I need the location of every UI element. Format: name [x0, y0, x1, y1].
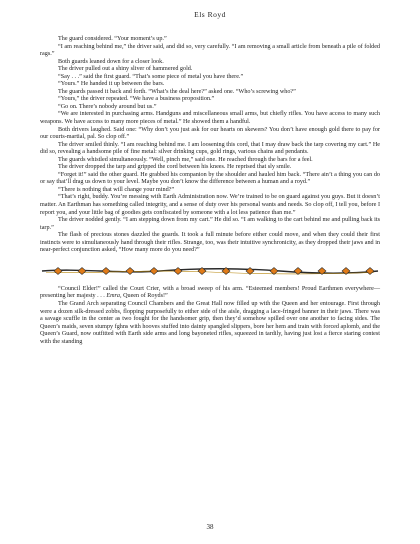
rule-diamond	[78, 267, 86, 274]
paragraph: “There is nothing that will change your mind?”	[58, 186, 175, 193]
body-text	[40, 36, 380, 346]
paragraph: Both drivers laughed. Said one: “Why don’t you just ask for our hearts on skewers? You don’t have enough gold there to pay for our courts-martial, pal. So clop off.”	[40, 126, 380, 141]
paragraph-text: “Council Elder!” called the Court Crier, with a broad sweep of his arm. “Esteemed members! Proud Earthmen everywhere—presenting her majesty . . .	[40, 285, 380, 300]
page-number: 38	[206, 523, 214, 531]
ornamental-rule-icon	[40, 264, 380, 278]
paragraph-text: The Grand Arch separating Council Chambers and the Great Hall now filled up with the Queen and her entourage. First through were a dozen silk-dressed zobbs, flopping purposefully to either side of the aisle, dragging a lace-fringed banner in their jaws. There was a savage scuffle in the center as two fought for the handsomer grip, then they’d somehow spilled over one another to facing sides. The Queen’s maids, seven stumpy fghns with hooves stuffed into dainty spangled slippers, bore her hem and train with forced aplomb, and the Queen’s Guard, now outfitted with Earth side arms and long bayoneted rifles, squeezed in tardily, having just lost a fierce staring contest with the standing	[40, 300, 380, 345]
rule-diamond	[270, 267, 278, 274]
paragraph: The driver dropped the tarp and gripped the cord between his knees. He reprised that sly smile.	[58, 164, 292, 171]
running-head: Els Royd	[194, 10, 226, 19]
paragraph: “Say . . .” said the first guard. “That’s some piece of metal you have there.”	[58, 73, 244, 80]
rule-diamond	[102, 267, 110, 274]
paragraph: The flash of precious stones dazzled the guards. It took a full minute before either could move, and when they could their first instincts were to simultaneously hand through their rifles. Strange, too, was their intuitive synchronicity, as they dropped their jaws and in near-perfect conjunction asked, “How many more do you need?”	[40, 232, 380, 254]
rule-diamond	[294, 267, 302, 274]
paragraph: “Go on. There’s nobody around but us.”	[58, 103, 157, 110]
section-one	[40, 36, 380, 255]
paragraph: The guards passed it back and forth. “What’s the deal here?” asked one. “Who’s screwing who?”	[58, 88, 296, 95]
paragraph: The driver smiled thinly. “I am reaching behind me. I am loosening this cord, that I may draw back the tarp covering my cart.” He did so, revealing a handsome pile of fine metal: silver drinking cups, gold rings, various chains and pendants.	[40, 141, 380, 156]
rule-diamond	[150, 267, 158, 274]
rule-diamond	[54, 267, 62, 274]
section-two	[40, 286, 380, 346]
paragraph: “I am reaching behind me,” the driver said, and did so, very carefully. “I am removing a small article from beneath a pile of folded rags.”	[40, 43, 380, 58]
paragraph: The guards whistled simultaneously. “Well, pinch me,” said one. He reached through the bars for a feel.	[58, 156, 313, 163]
paragraph: “We are interested in purchasing arms. Handguns and miscellaneous small arms, but chiefly rifles. You have access to many such weapons. We have access to many more pieces of metal.” He showed them a handful.	[40, 111, 380, 126]
section-divider	[40, 264, 380, 278]
paragraph-text: , Queen of Royds!”	[120, 293, 168, 300]
rule-diamond	[174, 267, 182, 274]
paragraph: Both guards leaned down for a closer look.	[58, 58, 164, 65]
paragraph: “Yours.” He handed it up between the bars.	[58, 81, 165, 88]
paragraph: The driver pulled out a shiny sliver of hammered gold.	[58, 66, 193, 73]
rule-diamond	[366, 267, 374, 274]
rule-diamond	[126, 267, 134, 274]
paragraph	[40, 286, 380, 301]
paragraph: “Yours,” the driver repeated. “We have a business proposition.”	[58, 96, 215, 103]
paragraph: “That’s right, buddy. You’re messing with Earth Administration now. We’re trained to be on guard against you guys. But it doesn’t matter. An Earthman has something called integrity, and a sense of duty over his personal wants and needs. So clop off, I tell you, before I report you, and your little bag of goodies gets confiscated by someone with a lot less patience than me.”	[40, 194, 380, 216]
paragraph: The guard considered. “Your moment’s up.”	[58, 36, 167, 42]
paragraph	[40, 301, 380, 346]
paragraph: The driver nodded gently. “I am stepping down from my cart.” He did so. “I am walking to the cart behind me and pulling back its tarp.”	[40, 217, 380, 231]
emphasized-name: Emra	[106, 293, 120, 300]
paragraph: “Forget it!” said the other guard. He grabbed his companion by the shoulder and hauled him back. “There ain’t a thing you can do or say that’ll drag us down to your level. Maybe you don’t know the difference between a human and a royd.”	[40, 171, 380, 186]
